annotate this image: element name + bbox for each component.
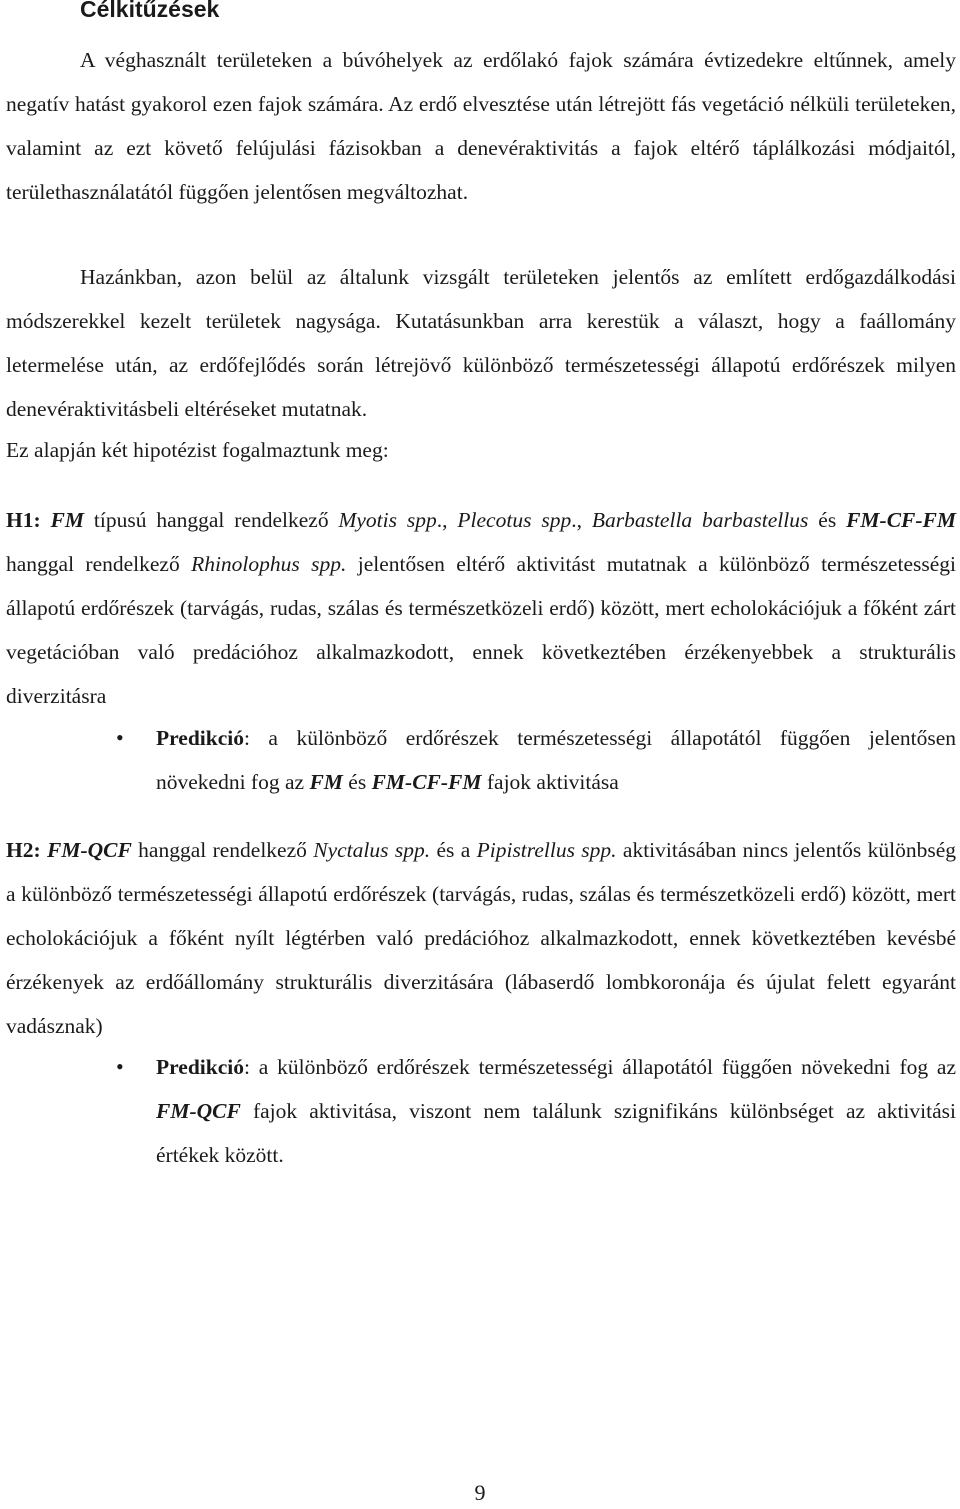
species-pipistrellus: Pipistrellus spp. [476, 838, 617, 862]
paragraph-hypotheses-intro: Ez alapján két hipotézist fogalmaztunk meg: [6, 438, 389, 462]
prediction-2-label: Predikció [156, 1055, 244, 1079]
bullet-icon: • [116, 1054, 124, 1079]
species-barbastella: Barbastella barbastellus [591, 508, 809, 532]
h2-fmqcf-term: FM-QCF [47, 838, 132, 862]
bullet-icon: • [116, 725, 124, 750]
prediction-1-text: Predikció: a különböző erdőrészek természetességi állapotától függően jelentősen növekedni fog az FM és FM-CF-FM fajok aktivitása [156, 726, 956, 794]
paragraph-intro: A véghasznált területeken a búvóhelyek az erdőlakó fajok számára évtizedekre eltűnnek, amely negatív hatást gyakorol ezen fajok számára. Az erdő elvesztése után létrejött fás vegetáció nélküli területeken, valamint az ezt követő felújulási fázisokban a denevéraktivitás a fajok eltérő táplálkozási módjaitól, területhasználatától függően jelentősen megváltozhat. [6, 48, 956, 204]
species-nyctalus: Nyctalus spp. [313, 838, 431, 862]
section-heading: Célkitűzések [80, 0, 220, 22]
hypothesis-2: H2: FM-QCF hanggal rendelkező Nyctalus spp. és a Pipistrellus spp. aktivitásában nincs jelentős különbség a különböző természetességi állapotú erdőrészek (tarvágás, rudas, szálas és természetközeli erdő) között, mert echolokációjuk a főként nyílt légtérben való predációhoz alkalmazkodott, ennek következtében kevésbé érzékenyek az erdőállomány strukturális diverzitására (lábaserdő lombkoronája és újulat felett egyaránt vadásznak) [6, 838, 957, 1038]
h2-label: H2: [6, 838, 41, 862]
hypothesis-1: H1: FM típusú hanggal rendelkező Myotis spp., Plecotus spp., Barbastella barbastellus és FM-CF-FM hanggal rendelkező Rhinolophus spp. jelentősen eltérő aktivitást mutatnak a különböző természetességi állapotú erdőrészek (tarvágás, rudas, szálas és természetközeli erdő) között, mert echolokációjuk a főként zárt vegetációban való predációhoz alkalmazkodott, ennek következtében érzékenyebbek a strukturális diverzitásra [6, 508, 956, 708]
species-plecotus: Plecotus spp [457, 508, 572, 532]
prediction-2-text: Predikció: a különböző erdőrészek természetességi állapotától függően növekedni fog az FM-QCF fajok aktivitása, viszont nem találunk szignifikáns különbséget az aktivitási értékek között. [156, 1055, 956, 1167]
species-rhinolophus: Rhinolophus spp. [191, 552, 347, 576]
h1-fmcffm-term: FM-CF-FM [846, 508, 956, 532]
h1-label: H1: [6, 508, 41, 532]
h1-fm-term: FM [50, 508, 84, 532]
species-myotis: Myotis spp [338, 508, 437, 532]
prediction-1-label: Predikció [156, 726, 244, 750]
page-number: 9 [474, 1480, 486, 1505]
paragraph-study-area: Hazánkban, azon belül az általunk vizsgált területeken jelentős az említett erdőgazdálkodási módszerekkel kezelt területek nagysága. Kutatásunkban arra kerestük a választ, hogy a faállomány letermelése után, az erdőfejlődés során létrejövő különböző természetességi állapotú erdőrészek milyen denevéraktivitásbeli eltéréseket mutatnak. [6, 265, 956, 421]
